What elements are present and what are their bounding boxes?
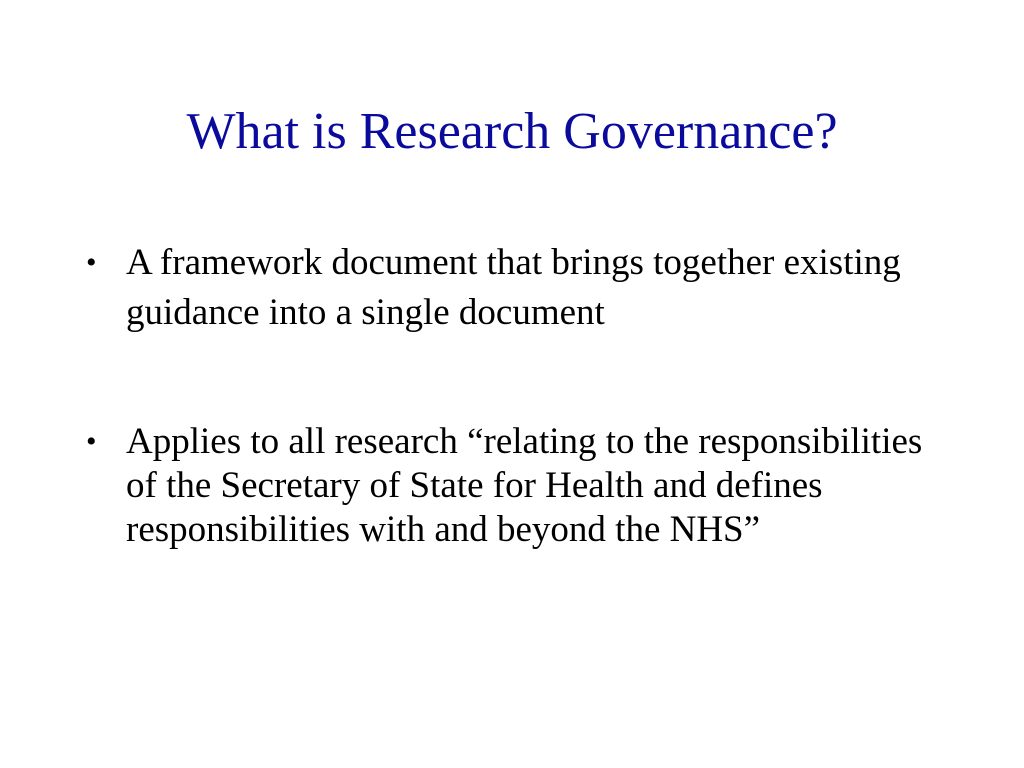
bullet-item (86, 238, 946, 338)
slide-title: What is Research Governance? (186, 103, 838, 160)
bullet-text: Applies to all research “relating to the responsibilities of the Secretary of State for Health and defines responsibilities with and beyond the NHS” (126, 421, 923, 550)
bullet-list (86, 238, 946, 552)
bullet-item (86, 420, 946, 552)
bullet-marker: • (86, 425, 97, 458)
bullet-text: A framework document that brings together existing guidance into a single document (126, 242, 901, 333)
bullet-marker: • (86, 246, 97, 279)
